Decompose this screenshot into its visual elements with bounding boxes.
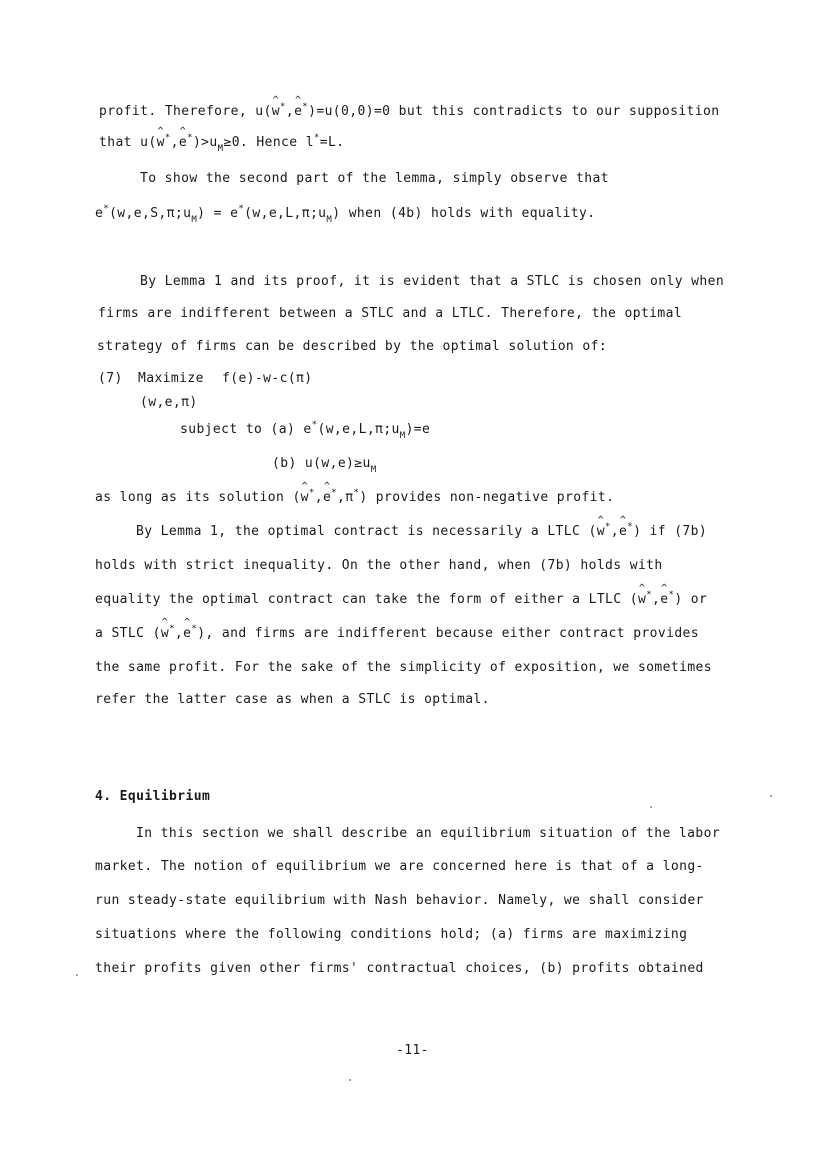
text-line: the same profit. For the sake of the simplicity of exposition, we sometimes <box>95 660 712 675</box>
scan-speck <box>770 795 772 797</box>
text-line: that u(^ w*,^ $e^*)>u_M\ge 0$. Hence l*=L. <box>99 135 344 151</box>
text-line: their profits given other firms' contractual choices, (b) profits obtained <box>95 961 704 976</box>
scan-speck <box>650 806 652 808</box>
text-line: To show the second part of the lemma, simply observe that <box>140 171 609 186</box>
text-line: a STLC (^ w*,^ e*), and firms are indifferent because either contract provides <box>95 626 699 642</box>
text-line: refer the latter case as when a STLC is optimal. <box>95 692 490 707</box>
equation-constraint-b: (b) $u(w,e)\ge u_M$ <box>272 456 377 475</box>
text-line: By Lemma 1 and its proof, it is evident that a STLC is chosen only when <box>140 274 725 289</box>
scan-speck <box>349 1079 351 1081</box>
text-line: profit. Therefore, u(^ w*,^ e*)=u(0,0)=0 but this contradicts to our supposition <box>99 104 719 120</box>
text-line: strategy of firms can be described by the optimal solution of: <box>97 339 608 354</box>
text-line: equality the optimal contract can take the form of either a LTLC (^ w*,^ e*) or <box>95 592 707 608</box>
text-line: holds with strict inequality. On the other hand, when (7b) holds with <box>95 558 663 573</box>
section-heading: 4. Equilibrium <box>95 789 211 804</box>
text-line: market. The notion of equilibrium we are concerned here is that of a long- <box>95 859 704 874</box>
text-line: run steady-state equilibrium with Nash behavior. Namely, we shall consider <box>95 893 704 908</box>
text-line: In this section we shall describe an equilibrium situation of the labor <box>136 826 721 841</box>
text-line: situations where the following conditions hold; (a) firms are maximizing <box>95 927 688 942</box>
equation-constraint-a: subject to (a) $e^*(w,e,L,\pi;u_M)=e$ <box>180 420 431 441</box>
text-line: firms are indifferent between a STLC and a LTLC. Therefore, the optimal <box>98 306 683 321</box>
page-number: -11- <box>396 1043 429 1058</box>
text-line: $e^*(w,e,S,\pi;u_M)$ = $e^*(w,e,L,\pi;u_M)$ when (4b) holds with equality. <box>95 204 596 225</box>
text-line: as long as its solution (^ w*,^ e*,π*) provides non-negative profit. <box>95 490 614 506</box>
equation-variables: (w,e,π) <box>140 395 198 410</box>
scan-speck <box>76 974 78 976</box>
text-line: By Lemma 1, the optimal contract is necessarily a LTLC (^ w*,^ e*) if (7b) <box>136 524 707 540</box>
equation-7-label: (7) <box>98 371 123 386</box>
equation-maximize: Maximize <box>138 371 204 386</box>
equation-objective: f(e)-w-c(π) <box>222 371 313 386</box>
